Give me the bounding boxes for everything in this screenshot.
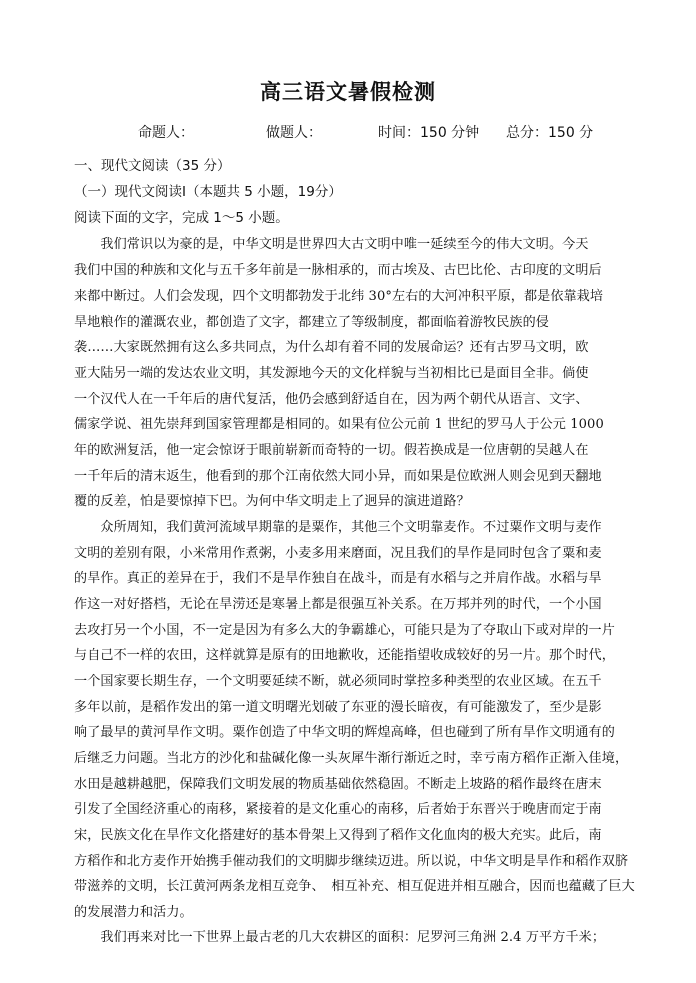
article-line: 带滋养的文明，长江黄河两条龙相互竞争、 相互补充、相互促进并相互融合，因而也蕴藏了巨大	[74, 879, 635, 894]
article-line: 来都中断过。人们会发现，四个文明都勃发于北纬 30°左右的大河冲积平原，都是依靠栽培	[74, 289, 604, 304]
article-line: 一个汉代人在一千年后的唐代复活，他仍会感到舒适自在，因为两个朝代从语言、文字、	[74, 392, 589, 407]
article-line: 的旱作。真正的差异在于，我们不是旱作独自在战斗，而是有水稻与之并肩作战。水稻与旱	[74, 571, 602, 586]
time-label: 时间：150 分钟	[378, 125, 480, 141]
article-line: 引发了全国经济重心的南移，紧接着的是文化重心的南移，后者始于东晋兴于晚唐而定于南	[74, 802, 602, 817]
article-line: 我们常识以为豪的是，中华文明是世界四大古文明中唯一延续至今的伟大文明。今天	[74, 237, 589, 252]
score-label: 总分：150 分	[506, 125, 594, 141]
article-line: 一千年后的清末返生，他看到的那个江南依然大同小异，而如果是位欧洲人则会见到天翻地	[74, 469, 602, 484]
article-line: 后继乏力问题。当北方的沙化和盐碱化像一头灰犀牛渐行渐近之时，幸亏南方稻作正渐入佳境，	[74, 751, 629, 766]
page-title: 高三语文暑假检测	[260, 80, 436, 104]
article-line: 袭……大家既然拥有这么多共同点，为什么却有着不同的发展命运？还有古罗马文明，欧	[74, 340, 589, 355]
article-line: 多年以前，是稻作发出的第一道文明曙光划破了东亚的漫长暗夜，有可能激发了，至少是影	[74, 700, 602, 715]
article-line: 旱地粮作的灌溉农业，都创造了文字，都建立了等级制度，都面临着游牧民族的侵	[74, 315, 549, 330]
article-line: 方稻作和北方麦作开始携手催动我们的文明脚步继续迈进。所以说，中华文明是旱作和稻作双脐	[74, 854, 629, 869]
article-line: 一个国家要长期生存，一个文明要延续不断，就必须同时掌控多种类型的农业区域。在五千	[74, 674, 602, 689]
article-line: 年的欧洲复活，他一定会惊讶于眼前崭新而奇特的一切。假若换成是一位唐朝的吴越人在	[74, 443, 589, 458]
article-line: 宋，民族文化在旱作文化搭建好的基本骨架上又得到了稻作文化血肉的极大充实。此后，南	[74, 828, 602, 843]
setter-label: 命题人：	[138, 125, 194, 141]
article-line: 文明的差别有限，小米常用作煮粥，小麦多用来磨面，况且我们的旱作是同时包含了粟和麦	[74, 546, 602, 561]
article-line: 响了最早的黄河旱作文明。粟作创造了中华文明的辉煌高峰，但也碰到了所有旱作文明通有的	[74, 725, 615, 740]
article-line: 去攻打另一个小国，不一定是因为有多么大的争霸雄心，可能只是为了夺取山下或对岸的一片	[74, 623, 615, 638]
article-line: 水田是越耕越肥，保障我们文明发展的物质基础依然稳固。不断走上坡路的稻作最终在唐末	[74, 777, 602, 792]
solver-label: 做题人：	[266, 125, 322, 141]
article-line: 作这一对好搭档，无论在旱涝还是寒暑上都是很强互补关系。在万邦并列的时代，一个小国	[74, 597, 602, 612]
article-line: 众所周知，我们黄河流域早期靠的是粟作，其他三个文明靠麦作。不过粟作文明与麦作	[74, 520, 602, 535]
section-heading: 一、现代文阅读（35 分）	[74, 158, 231, 174]
article-line: 我们再来对比一下世界上最古老的几大农耕区的面积：尼罗河三角洲 2.4 万平方千米；	[74, 930, 606, 945]
subsection-heading: （一）现代文阅读Ⅰ（本题共 5 小题，19分）	[74, 184, 342, 200]
article-line: 覆的反差，怕是要惊掉下巴。为何中华文明走上了迥异的演进道路？	[74, 494, 470, 509]
reading-instruction: 阅读下面的文字，完成 1～5 小题。	[74, 210, 289, 226]
article-line: 的发展潜力和活力。	[74, 905, 193, 920]
exam-meta-row	[0, 122, 696, 142]
article-line: 我们中国的种族和文化与五千多年前是一脉相承的，而古埃及、古巴比伦、古印度的文明后	[74, 263, 602, 278]
article-line: 儒家学说、祖先崇拜到国家管理都是相同的。如果有位公元前 1 世纪的罗马人于公元 1000	[74, 417, 604, 432]
article-line: 与自己不一样的农田，这样就算是原有的田地歉收，还能指望收成较好的另一片。那个时代，	[74, 648, 615, 663]
article-line: 亚大陆另一端的发达农业文明，其发源地今天的文化样貌与当初相比已是面目全非。倘使	[74, 366, 589, 381]
